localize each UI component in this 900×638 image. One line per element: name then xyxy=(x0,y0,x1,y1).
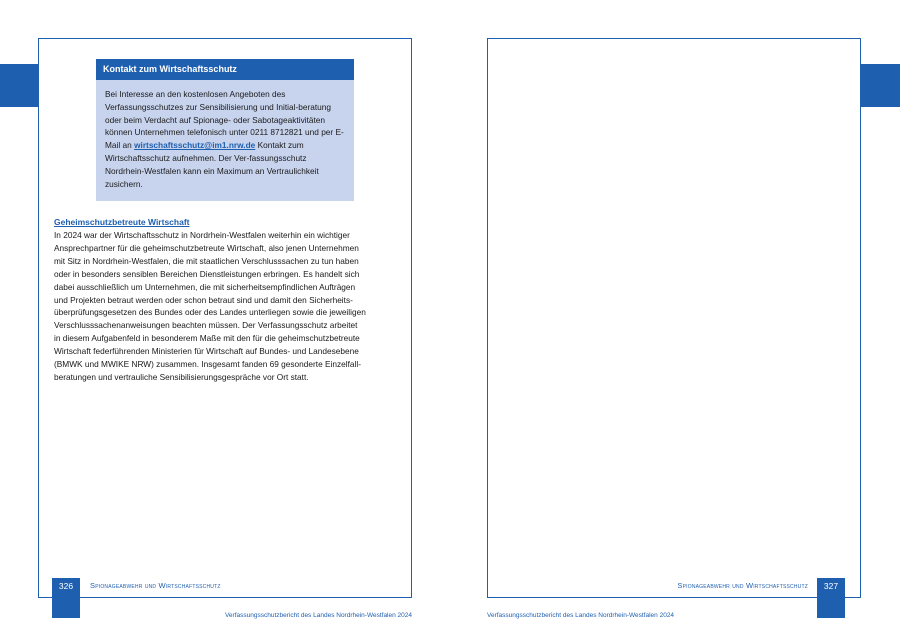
section-body xyxy=(54,229,399,384)
body-line: und Projekten betraut werden oder schon betraut sind und damit den Sicherheits- xyxy=(54,294,353,305)
body-line: In 2024 war der Wirtschaftsschutz in Nordrhein-Westfalen weiterhin ein wichtiger xyxy=(54,230,350,240)
page-number-left: 326 xyxy=(52,578,80,618)
contact-box-text-before: Bei Interesse an den kostenlosen Angeboten des Verfassungsschutzes zur Sensibilisierung und Initial-beratung oder beim Verdacht auf Spionage- oder Sabotageaktivitäten können Unternehmen telefonisch unter 0211 8712821 und per E-Mail an xyxy=(105,89,344,151)
body-line: beratungen und vertrauliche Sensibilisierungsgespräche vor Ort statt. xyxy=(54,371,309,382)
body-line: Wirtschaft federführenden Ministerien für Wirtschaft auf Bundes- und Landesebene xyxy=(54,346,359,357)
body-line: (BMWK und MWIKE NRW) zusammen. Insgesamt fanden 69 gesonderte Einzelfall- xyxy=(54,359,361,370)
contact-box-body xyxy=(96,80,354,201)
footer-right: Verfassungsschutzbericht des Landes Nordrhein-Westfalen 2024 xyxy=(487,612,675,619)
right-page-frame xyxy=(487,38,861,598)
section-heading: Geheimschutzbetreute Wirtschaft xyxy=(54,217,190,227)
body-line: mit Sitz in Nordrhein-Westfalen, die mit staatlichen Verschlusssachen zu tun haben xyxy=(54,255,359,266)
body-line: überprüfungsgesetzen des Bundes oder des Landes unterliegen sowie die jeweiligen xyxy=(54,307,366,318)
body-line: Verschlusssachenanweisungen beachten müssen. Der Verfassungsschutz arbeitet xyxy=(54,320,358,331)
right-chapter-tab xyxy=(861,64,900,107)
page-number-right: 327 xyxy=(817,578,845,618)
contact-box-title: Kontakt zum Wirtschaftsschutz xyxy=(96,59,354,80)
running-head-left: Spionageabwehr und Wirtschaftsschutz xyxy=(90,581,221,590)
body-line: oder in besonders sensiblen Bereichen Dienstleistungen erbringen. Es handelt sich xyxy=(54,268,360,279)
footer-left: Verfassungsschutzbericht des Landes Nordrhein-Westfalen 2024 xyxy=(224,612,412,619)
body-line: dabei ausschließlich um Unternehmen, die mit sicherheitsempfindlichen Aufträgen xyxy=(54,281,356,292)
body-line: in diesem Aufgabenfeld in besonderem Maße mit den für die geheimschutzbetreute xyxy=(54,333,360,344)
contact-box-text xyxy=(105,88,345,190)
left-chapter-tab xyxy=(0,64,38,107)
running-head-right: Spionageabwehr und Wirtschaftsschutz xyxy=(677,581,808,590)
email-link[interactable]: wirtschaftsschutz@im1.nrw.de xyxy=(134,140,256,151)
body-line: Ansprechpartner für die geheimschutzbetreute Wirtschaft, also jenen Unternehmen xyxy=(54,242,359,253)
contact-box-text-after: Kontakt zum Wirtschaftsschutz aufnehmen. Der Ver-fassungsschutz Nordrhein-Westfalen kann ein Maximum an Vertraulichkeit zusichern. xyxy=(105,140,319,189)
